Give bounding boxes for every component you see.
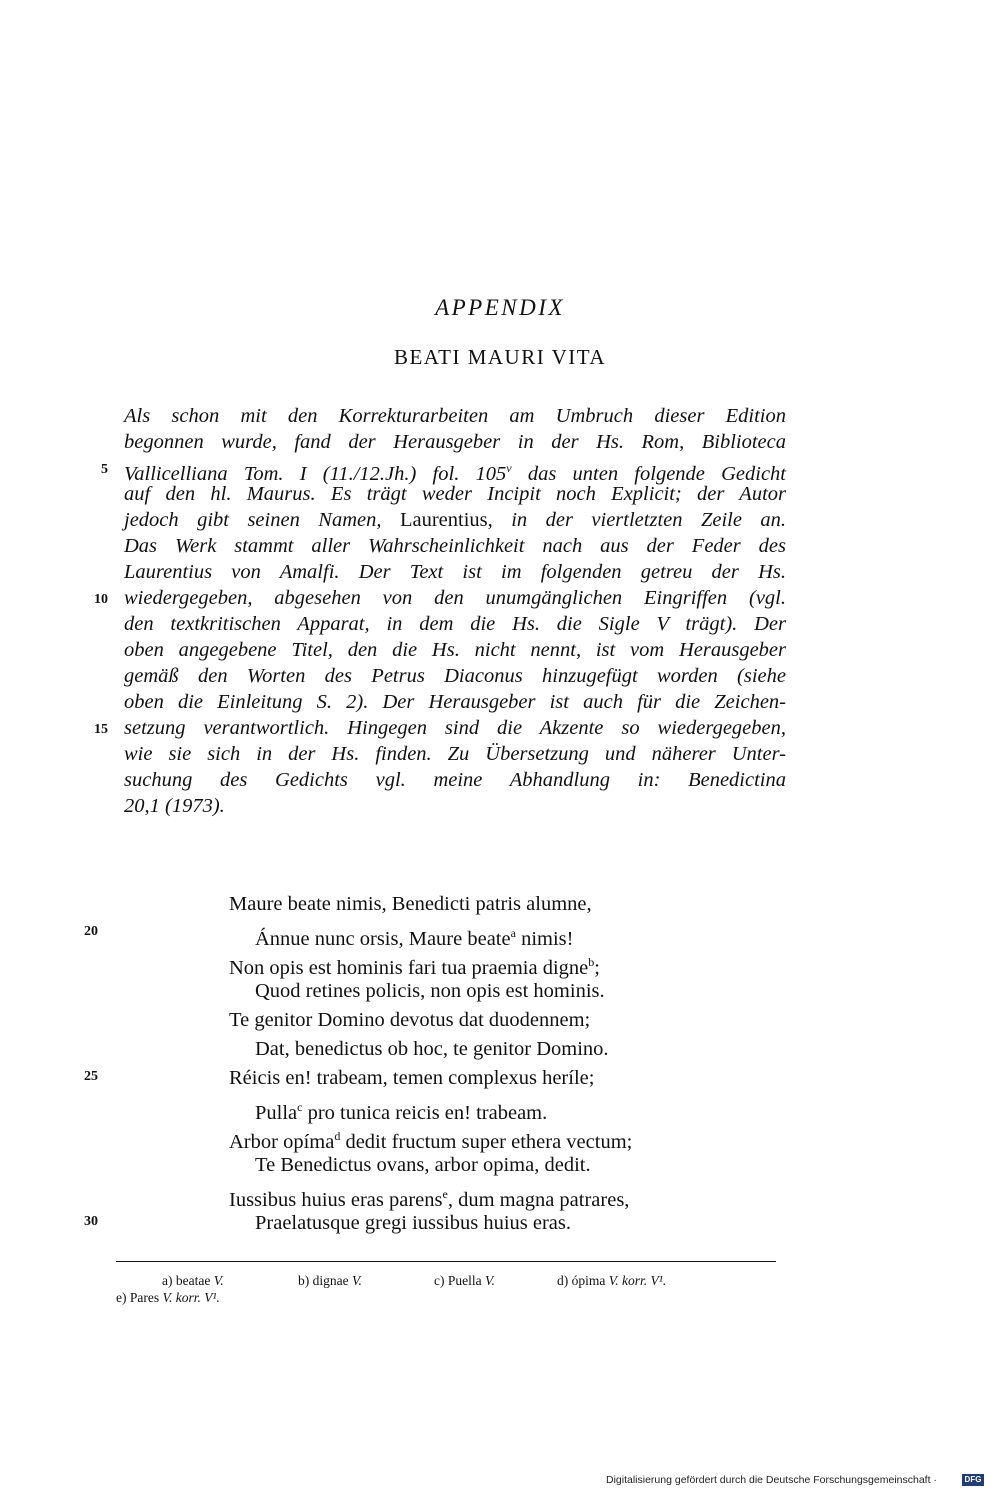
folio-verso-mark: v xyxy=(506,461,512,475)
verse-4: Quod retines policis, non opis est hominis. xyxy=(255,980,605,1002)
verse-2-text-b: nimis! xyxy=(515,927,574,950)
intro-line-7: Laurentius von Amalfi. Der Text ist im folgenden getreu der Hs. xyxy=(124,561,786,583)
verse-5: Te genitor Domino devotus dat duodennem; xyxy=(229,1009,591,1031)
intro-line-13: setzung verantwortlich. Hingegen sind die Akzente so wiedergegeben, xyxy=(124,717,786,739)
verse-8-text-a: Pulla xyxy=(255,1101,298,1124)
line-number-15: 15 xyxy=(94,722,108,737)
intro-line-5-text-a: jedoch gibt seinen Namen, xyxy=(124,509,382,531)
footnote-d-korr: korr. xyxy=(622,1273,648,1288)
footnote-c-text: c) Puella xyxy=(434,1273,482,1288)
verse-1: Maure beate nimis, Benedicti patris alumne, xyxy=(229,893,592,915)
intro-line-2: begonnen wurde, fand der Herausgeber in der Hs. Rom, Biblioteca xyxy=(124,431,786,453)
intro-line-3-text-b: das unten folgende Gedicht xyxy=(527,462,786,485)
intro-line-11: gemäß den Worten des Petrus Diaconus hinzugefügt worden (siehe xyxy=(124,665,786,687)
intro-line-5-text-b: in der viertletzten Zeile an. xyxy=(511,509,787,531)
verse-6: Dat, benedictus ob hoc, te genitor Domino. xyxy=(255,1038,609,1060)
verse-7: Réicis en! trabeam, temen complexus heríle; xyxy=(229,1067,595,1089)
verse-11-text-a: Iussibus huius eras parens xyxy=(229,1188,443,1211)
footnote-mark-b: b xyxy=(588,955,595,969)
verse-9-text-a: Arbor opíma xyxy=(229,1130,335,1153)
footnote-mark-c: c xyxy=(297,1100,303,1114)
footnote-e-korr: korr. xyxy=(175,1290,201,1305)
footnote-b xyxy=(298,1273,362,1289)
footnote-b-siglum: V. xyxy=(351,1273,362,1288)
footnote-mark-d: d xyxy=(334,1129,341,1143)
verse-10: Te Benedictus ovans, arbor opima, dedit. xyxy=(255,1154,591,1176)
verse-9-text-b: dedit fructum super ethera vectum; xyxy=(340,1130,633,1153)
appendix-heading: APPENDIX xyxy=(435,295,565,320)
footnote-mark-e: e xyxy=(442,1187,448,1201)
footnote-c-siglum: V. xyxy=(484,1273,495,1288)
intro-line-5 xyxy=(124,507,786,533)
verse-2-text-a: Ánnue nunc orsis, Maure beate xyxy=(255,927,511,950)
verse-11-text-b: , dum magna patrares, xyxy=(447,1188,630,1211)
vita-title: BEATI MAURI VITA xyxy=(393,345,607,369)
intro-line-16: 20,1 (1973). xyxy=(124,795,225,817)
footnote-b-text: b) dignae xyxy=(298,1273,349,1288)
footnote-d xyxy=(557,1273,666,1289)
intro-line-3-text-a: Vallicelliana Tom. I (11./12.Jh.) fol. 105 xyxy=(124,462,507,485)
line-number-5: 5 xyxy=(101,462,108,477)
digitization-credit: Digitalisierung gefördert durch die Deutsche Forschungsgemeinschaft · xyxy=(606,1474,937,1486)
footnote-a-text: a) beatae xyxy=(162,1273,211,1288)
footnote-rule xyxy=(116,1261,776,1262)
intro-line-4: auf den hl. Maurus. Es trägt weder Incipit noch Explicit; der Autor xyxy=(124,483,786,505)
footnote-a-siglum: V. xyxy=(213,1273,224,1288)
verse-8-text-b: pro tunica reicis en! trabeam. xyxy=(302,1101,548,1124)
line-number-25: 25 xyxy=(84,1069,98,1084)
line-number-20: 20 xyxy=(84,924,98,939)
footnote-d-siglum: V. xyxy=(608,1273,619,1288)
footnote-e-text: e) Pares xyxy=(116,1290,160,1305)
footnote-d-siglum-corrector: V¹. xyxy=(650,1273,667,1288)
footnote-a xyxy=(162,1273,224,1289)
footnote-e-siglum: V. xyxy=(162,1290,173,1305)
line-number-10: 10 xyxy=(94,592,108,607)
intro-line-9: den textkritischen Apparat, in dem die Hs. die Sigle V trägt). Der xyxy=(124,613,786,635)
author-name: Laurentius, xyxy=(399,509,493,531)
intro-line-1: Als schon mit den Korrekturarbeiten am Umbruch dieser Edition xyxy=(124,405,786,427)
footnote-d-text: d) ópima xyxy=(557,1273,606,1288)
verse-3-text-a: Non opis est hominis fari tua praemia digne xyxy=(229,956,589,979)
intro-line-12: oben die Einleitung S. 2). Der Herausgeber ist auch für die Zeichen- xyxy=(124,691,786,713)
intro-line-15: suchung des Gedichts vgl. meine Abhandlung in: Benedictina xyxy=(124,769,786,791)
footnote-mark-a: a xyxy=(510,926,516,940)
intro-line-6: Das Werk stammt aller Wahrscheinlichkeit nach aus der Feder des xyxy=(124,535,786,557)
footnote-e-siglum-corrector: V¹. xyxy=(204,1290,220,1305)
line-number-30: 30 xyxy=(84,1214,98,1229)
dfg-logo-icon: DFG xyxy=(962,1474,984,1486)
footnote-e xyxy=(116,1290,220,1306)
footnote-c xyxy=(434,1273,495,1289)
intro-line-8: wiedergegeben, abgesehen von den unumgänglichen Eingriffen (vgl. xyxy=(124,587,786,609)
intro-line-10: oben angegebene Titel, den die Hs. nicht nennt, ist vom Herausgeber xyxy=(124,639,786,661)
intro-line-14: wie sie sich in der Hs. finden. Zu Übersetzung und näherer Unter- xyxy=(124,743,786,765)
verse-12: Praelatusque gregi iussibus huius eras. xyxy=(255,1212,571,1234)
verse-3-text-b: ; xyxy=(594,956,600,979)
